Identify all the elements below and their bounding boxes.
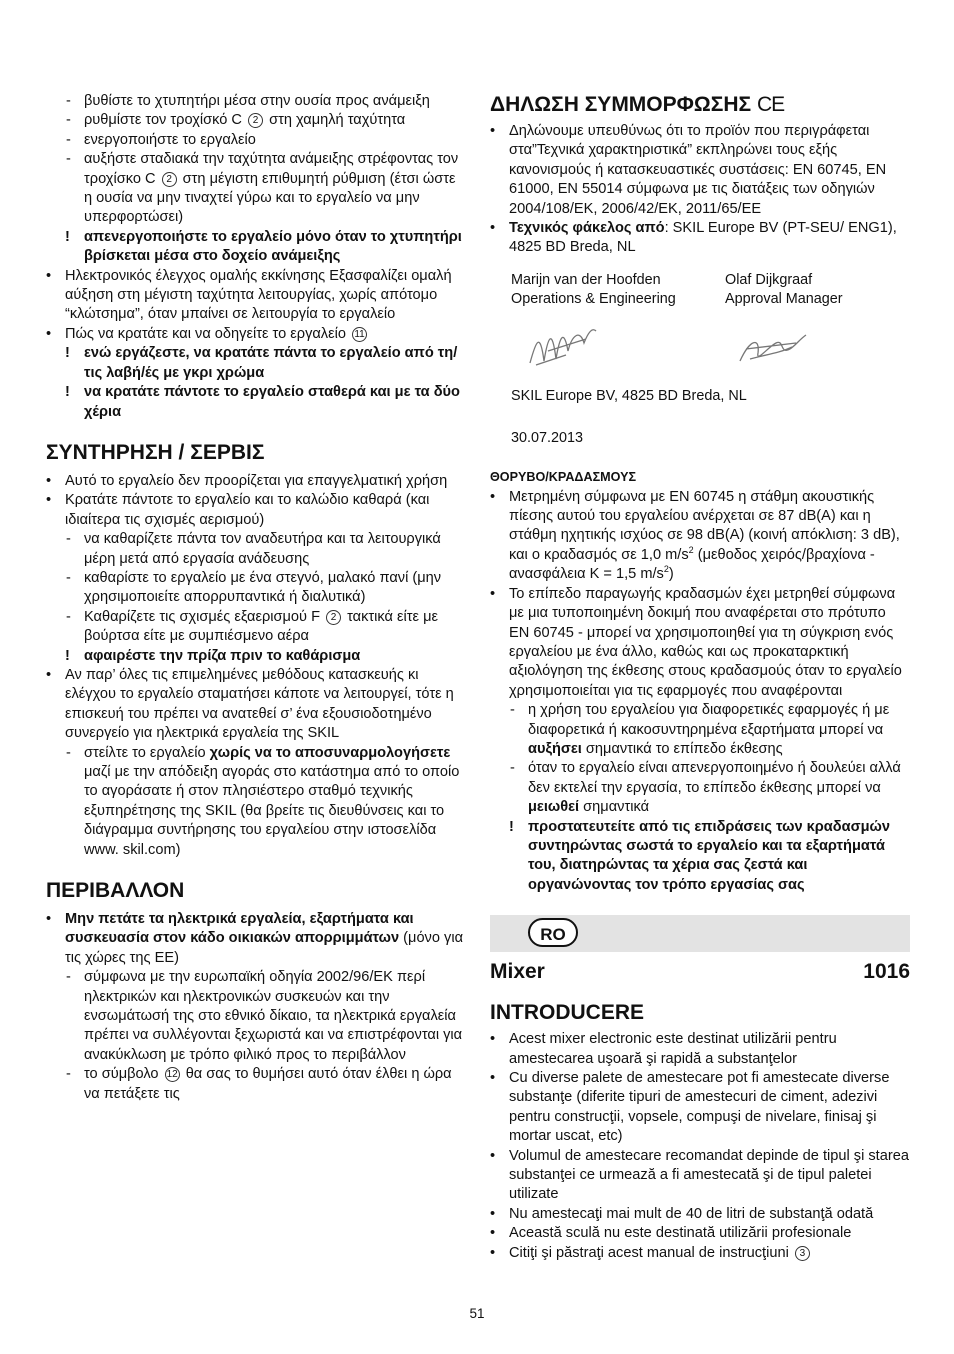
- dash-item: - το σύμβολο 12 θα σας το θυμήσει αυτό όταν έλθει η ώρα να πετάξετε τις: [66, 1066, 452, 1102]
- right-column: [490, 92, 910, 1263]
- section-title-conformity: ΔΗΛΩΣΗ ΣΥΜΜΟΡΦΩΣΗΣ CE: [490, 93, 785, 116]
- ref-number-icon: 12: [166, 1069, 178, 1081]
- bullet-item: • Αν παρ’ όλες τις επιμελημένες μεθόδους κατασκευής κι ελέγχου το εργαλείο σταματήσει κάποτε να λειτουργεί, τότε η επισκευή του πρέπει να ανατεθεί σ’ ένα εξουσιοδοτημένο συνεργείο για ηλεκτρικά εργαλεία της SKIL: [46, 666, 454, 742]
- warning-note: ! απενεργοποιήστε το εργαλείο μόνο όταν το χτυπητήρι βρίσκεται μέσα στο δοχείο ανάμειξης: [65, 228, 462, 265]
- ref-number-icon: 3: [795, 1246, 810, 1261]
- bullet-item: • Δηλώνουμε υπευθύνως ότι το προϊόν που περιγράφεται στα”Τεχνικά χαρακτηριστικά” εκπληρώνει τους εξής κανονισμούς ή κατασκευαστικές συστάσεις: EN 60745, EN 61000, EN 55014 σύμφωνα με τις διατάξεις των οδηγιών 2004/108/EK, 2006/42/EK, 2011/65/EE: [490, 123, 887, 217]
- bullet-item: • Citiţi şi păstraţi acest manual de instrucţiuni 3: [490, 1244, 910, 1263]
- signature-block: [490, 271, 910, 423]
- ref-number-icon: 2: [162, 172, 177, 187]
- dash-item: - όταν το εργαλείο είναι απενεργοποιημένο ή δουλεύει αλλά δεν εκτελεί την εργασία, το επίπεδο έκθεσης μπορεί να μειωθεί σημαντικά: [510, 760, 901, 816]
- mix-step: - ενεργοποιήστε το εργαλείο: [66, 131, 256, 148]
- bullet-item: • Μην πετάτε τα ηλεκτρικά εργαλεία, εξαρτήματα και συσκευασία στον κάδο οικιακών απορριμμάτων (μόνο για τις χώρες της ΕΕ): [46, 911, 464, 966]
- bullet-item: • Το επίπεδο παραγωγής κραδασμών έχει μετρηθεί σύμφωνα με μια τυποποιημένη δοκιμή που αναφέρεται στο πρότυπο EN 60745 - μπορεί να χρησιμοποιηθεί για τη σύγκριση ενός εργαλείου με ένα άλλο, καθώς και ως προκαταρκτική αξιολόγηση της έκθεσης στους κραδασμούς όταν το εργαλείο χρησιμοποιείται για τις εφαρμογές που αναφέρονται: [490, 585, 902, 699]
- ref-number-icon: 11: [352, 327, 367, 342]
- left-column: [46, 92, 466, 1104]
- bullet-item: • Cu diverse palete de amestecare pot fi amestecate diverse substanţe (diferite tipuri de amestecuri de ciment, adezivi pentru construcţii, vopsele, compuşi de nivelare, finisaj şi mortar uscat, etc): [490, 1070, 890, 1145]
- signatory-1: Marijn van der Hoofden Operations & Engineering: [511, 271, 676, 308]
- warning-note: ! προστατευτείτε από τις επιδράσεις των κραδασμών συντηρώντας σωστά το εργαλείο και τα εξαρτήματά του, διατηρώντας τα χέρια σας ζεστά και οργανώνοντας τον τρόπο εργασίας σας: [509, 818, 890, 893]
- product-number: 1016: [863, 960, 910, 984]
- product-name: Mixer: [490, 960, 545, 984]
- dash-item: - στείλτε το εργαλείο χωρίς να το αποσυναρμολογήσετε μαζί με την απόδειξη αγοράς στο κατάστημα από το οποίο το αγοράσατε ή στον πλησιέστερο σταθμό τεχνικής εξυπηρέτησης της SKIL (θα βρείτε τις διευθύνσεις και το διάγραμμα συντήρησης του εργαλείου στην ιστοσελίδα www. skil.com): [66, 744, 460, 858]
- dash-item: - Καθαρίζετε τις σχισμές εξαερισμού F 2 τακτικά είτε με βούρτσα είτε με συμπιέσμενο αέρα: [66, 608, 439, 645]
- section-title-noise: ΘΟΡΥΒΟ/ΚΡΑΔΑΣΜΟΥΣ: [490, 470, 637, 485]
- bullet-item: • Μετρημένη σύμφωνα με EN 60745 η στάθμη ακουστικής πίεσης αυτού του εργαλείου ανέρχεται σε 87 dB(A) και η στάθμη ηχητικής ισχύος σε 98 dB(A) (κοινή απόκλιση: 3 dB), και ο κραδασμός σε 1,0 $m/s^2$ (μεθοδος χειρός/βραχίονα - ανασφάλεια K = 1,5 $m/s^2$): [490, 488, 900, 583]
- section-title-service: ΣΥΝΤΗΡΗΣΗ / ΣΕΡΒΙΣ: [46, 440, 265, 464]
- bullet-item: • Volumul de amestecare recomandat depinde de tipul şi starea substanţei ce urmează a fi amestecată şi de tipul paletei utilizate: [490, 1147, 909, 1203]
- mix-step: - ρυθμίστε τον τροχίσκό C 2 στη χαμηλή ταχύτητα: [66, 112, 406, 129]
- section-title-environment: ΠΕΡΙΒΑΛΛΟΝ: [46, 879, 185, 903]
- signature-1-image: [526, 321, 598, 369]
- dash-item: - να καθαρίζετε πάντα τον αναδευτήρα και τα λειτουργικά μέρη μετά από εργασία ανάδευσης: [66, 531, 441, 567]
- section-title-intro: INTRODUCERE: [490, 1001, 645, 1025]
- warning-note: ! ενώ εργάζεστε, να κρατάτε πάντα το εργαλείο από τη/τις λαβή/ές με γκρι χρώμα: [65, 345, 458, 381]
- bullet-item: • Τεχνικός φάκελος από: SKIL Europe BV (PT-SEU/ ENG1), 4825 BD Breda, NL: [490, 220, 897, 256]
- bullet-item: • Αυτό το εργαλείο δεν προορίζεται για επαγγελματική χρήση: [46, 472, 448, 489]
- dash-item: - σύμφωνα με την ευρωπαϊκή οδηγία 2002/96/ΕΚ περί ηλεκτρικών και ηλεκτρονικών συσκευών και την ενσωμάτωσή της στο εθνικό δίκαιο, τα ηλεκτρικά εργαλεία πρέπει να συλλέγονται ξεχωριστά και να επιστρέφονται για ανακύκλωση με τρόπο φιλικό προς το περιβάλλον: [66, 969, 463, 1063]
- page-number: 51: [469, 1306, 485, 1321]
- bullet-item: • Acest mixer electronic este destinat utilizării pentru amestecarea uşoară şi rapidă a substanţelor: [490, 1031, 837, 1067]
- mix-step: - βυθίστε το χτυπητήρι μέσα στην ουσία προς ανάμειξη: [66, 93, 430, 109]
- product-header: [490, 962, 910, 990]
- mix-step: - αυξήστε σταδιακά την ταχύτητα ανάμειξης στρέφοντας τον τροχίσκο C 2 στη μέγιστη επιθυμητή ρύθμιση (έτσι ώστε η ουσία να μην τιναχτεί γύρω και το εργαλείο να μην υπερφορτώσει): [66, 151, 459, 226]
- warning-note: ! να κρατάτε πάντοτε το εργαλείο σταθερά και με τα δύο χέρια: [65, 384, 460, 420]
- language-bar: [490, 915, 910, 952]
- dash-item: - η χρήση του εργαλείου για διαφορετικές εφαρμογές ή με διαφορετικά ή κακοσυντηρημένα εξαρτήματα μπορεί να αυξήσει σημαντικά το επίπεδο έκθεσης: [510, 702, 890, 757]
- bullet-item: • Această sculă nu este destinată utilizării profesionale: [490, 1225, 852, 1242]
- bullet-item: • Κρατάτε πάντοτε το εργαλείο και το καλώδιο καθαρά (και ιδιαίτερα τις σχισμές αερισμού): [46, 492, 430, 528]
- bullet-item: • Nu amestecaţi mai mult de 40 de litri de substanţă odată: [490, 1205, 874, 1222]
- company-address: SKIL Europe BV, 4825 BD Breda, NL: [511, 387, 747, 404]
- bullet-item: • Πώς να κρατάτε και να οδηγείτε το εργαλείο 11: [46, 325, 466, 344]
- language-badge: RO: [528, 918, 578, 947]
- dash-item: - καθαρίστε το εργαλείο με ένα στεγνό, μαλακό πανί (μην χρησιμοποιείτε απορρυπαντικά ή διαλυτικά): [66, 569, 442, 606]
- declaration-date: 30.07.2013: [511, 429, 584, 446]
- ce-mark-icon: CE: [756, 93, 785, 116]
- bullet-item: • Ηλεκτρονικός έλεγχος ομαλής εκκίνησης Εξασφαλίζει ομαλή αύξηση στη μέγιστη ταχύτητα λειτουργίας, χωρίς απότομο “κλώτσημα”, όταν μπαίνει σε λειτουργία το εργαλείο: [46, 267, 452, 323]
- signature-2-image: [736, 329, 810, 367]
- signatory-2: Olaf Dijkgraaf Approval Manager: [725, 271, 843, 308]
- ref-number-icon: 2: [326, 610, 341, 625]
- ref-number-icon: 2: [248, 113, 263, 128]
- warning-note: ! αφαιρέστε την πρίζα πριν το καθάρισμα: [65, 647, 361, 664]
